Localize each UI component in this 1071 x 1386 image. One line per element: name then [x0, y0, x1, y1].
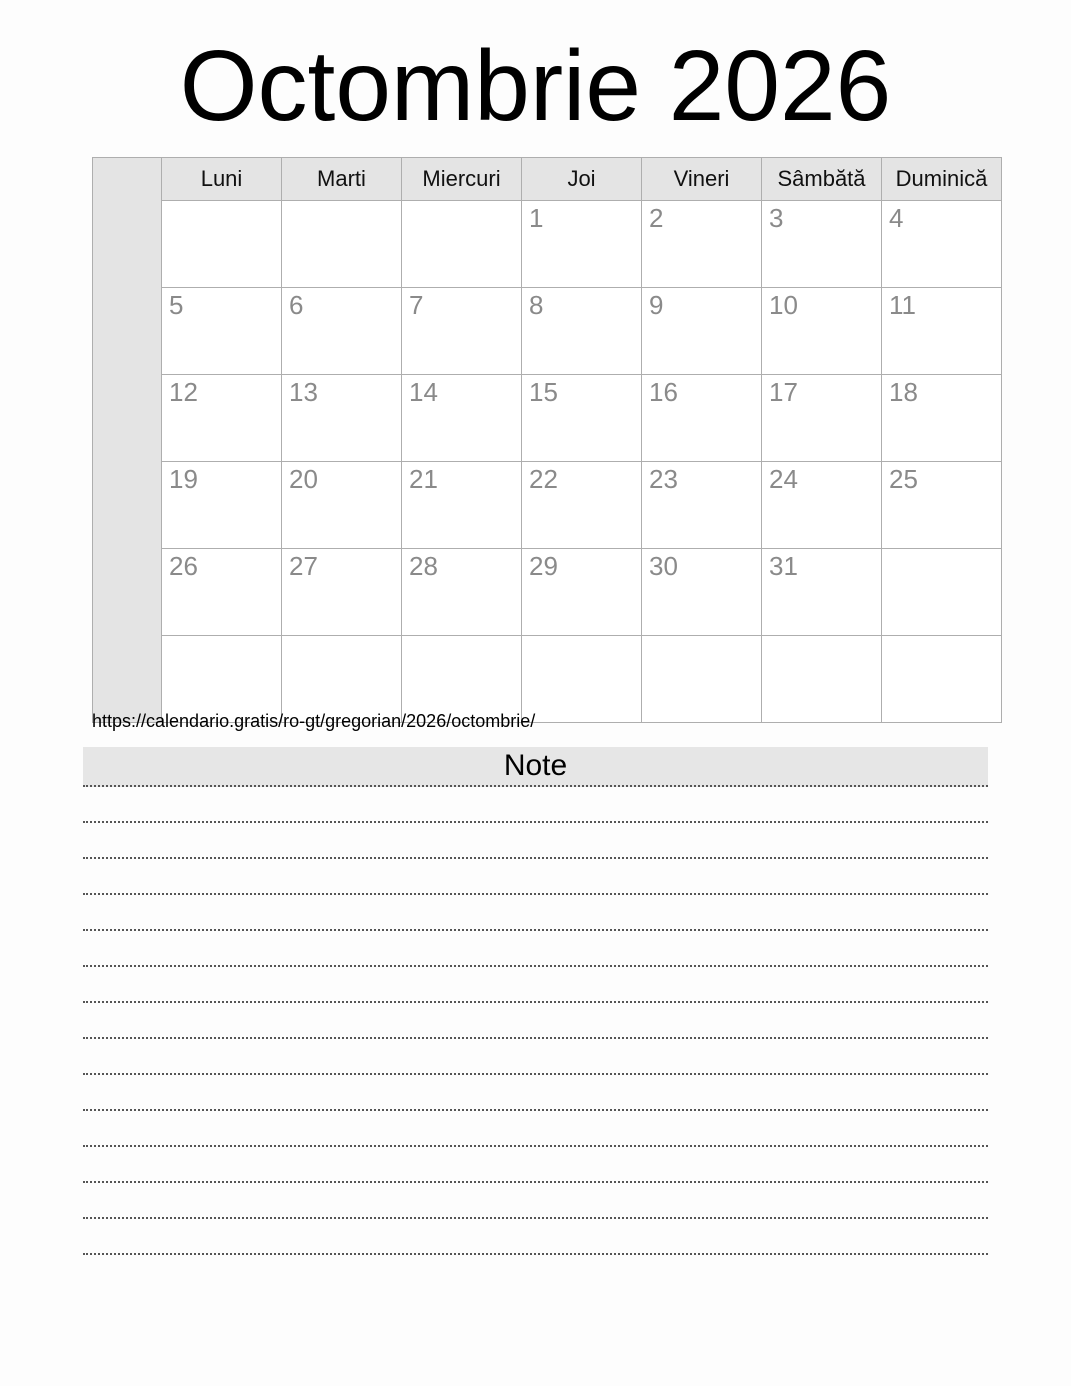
- day-number: 29: [529, 551, 558, 581]
- notes-lines: [83, 787, 988, 1255]
- day-number: 26: [169, 551, 198, 581]
- note-line: [83, 1039, 988, 1075]
- day-cell: [402, 375, 522, 462]
- day-number: 27: [289, 551, 318, 581]
- day-number: 22: [529, 464, 558, 494]
- source-url[interactable]: https://calendario.gratis/ro-gt/gregorian/2026/octombrie/: [92, 711, 536, 731]
- day-cell: [162, 288, 282, 375]
- note-line: [83, 967, 988, 1003]
- day-number: 3: [769, 203, 784, 233]
- day-cell: [882, 201, 1002, 288]
- note-line: [83, 1075, 988, 1111]
- day-number: 28: [409, 551, 438, 581]
- empty-day-cell: [882, 549, 1002, 636]
- day-cell: [882, 375, 1002, 462]
- week-number-column: [93, 158, 162, 723]
- day-cell: [642, 549, 762, 636]
- day-number: 18: [889, 377, 918, 407]
- day-cell: [642, 201, 762, 288]
- weekday-header: Miercuri: [402, 158, 522, 201]
- weekday-header: Sâmbătă: [762, 158, 882, 201]
- note-line: [83, 1147, 988, 1183]
- day-cell: [762, 201, 882, 288]
- calendar-table: [92, 157, 1002, 723]
- calendar-header-row: [93, 158, 1002, 201]
- empty-day-cell: [762, 636, 882, 723]
- day-number: 11: [889, 290, 916, 320]
- calendar-body: [93, 158, 1002, 723]
- note-line: [83, 1183, 988, 1219]
- day-cell: [402, 549, 522, 636]
- note-line: [83, 931, 988, 967]
- weekday-header: Joi: [522, 158, 642, 201]
- day-cell: [282, 462, 402, 549]
- empty-day-cell: [882, 636, 1002, 723]
- notes-title: Note: [503, 749, 568, 782]
- day-cell: [522, 375, 642, 462]
- day-cell: [162, 375, 282, 462]
- day-number: 15: [529, 377, 558, 407]
- day-number: 17: [769, 377, 798, 407]
- day-cell: [642, 288, 762, 375]
- day-cell: [162, 549, 282, 636]
- note-line: [83, 1003, 988, 1039]
- day-number: 30: [649, 551, 678, 581]
- note-line: [83, 787, 988, 823]
- day-cell: [882, 462, 1002, 549]
- day-number: 6: [289, 290, 304, 320]
- weekday-header: Duminică: [882, 158, 1002, 201]
- day-number: 13: [289, 377, 318, 407]
- calendar-week-row: [93, 549, 1002, 636]
- calendar-week-row: [93, 462, 1002, 549]
- day-cell: [522, 288, 642, 375]
- day-cell: [642, 462, 762, 549]
- day-cell: [402, 288, 522, 375]
- note-line: [83, 1111, 988, 1147]
- day-cell: [522, 201, 642, 288]
- empty-day-cell: [162, 636, 282, 723]
- notes-header: [83, 747, 988, 787]
- calendar-week-row: [93, 636, 1002, 723]
- day-number: 7: [409, 290, 424, 320]
- day-number: 16: [649, 377, 678, 407]
- day-cell: [762, 462, 882, 549]
- day-cell: [642, 375, 762, 462]
- day-cell: [882, 288, 1002, 375]
- empty-day-cell: [282, 201, 402, 288]
- page-title: Octombrie 2026: [179, 30, 892, 142]
- day-number: 5: [169, 290, 184, 320]
- day-cell: [162, 462, 282, 549]
- day-number: 4: [889, 203, 904, 233]
- note-line: [83, 859, 988, 895]
- weekday-header: Luni: [162, 158, 282, 201]
- day-number: 14: [409, 377, 438, 407]
- note-line: [83, 823, 988, 859]
- day-number: 23: [649, 464, 678, 494]
- empty-day-cell: [282, 636, 402, 723]
- weekday-header: Vineri: [642, 158, 762, 201]
- day-number: 21: [409, 464, 438, 494]
- day-number: 25: [889, 464, 918, 494]
- empty-day-cell: [402, 201, 522, 288]
- day-cell: [762, 288, 882, 375]
- weekday-header: Marti: [282, 158, 402, 201]
- day-number: 10: [769, 290, 798, 320]
- day-cell: [282, 375, 402, 462]
- empty-day-cell: [162, 201, 282, 288]
- day-number: 31: [769, 551, 798, 581]
- day-cell: [762, 549, 882, 636]
- day-number: 24: [769, 464, 798, 494]
- note-line: [83, 1219, 988, 1255]
- day-number: 19: [169, 464, 198, 494]
- day-cell: [282, 549, 402, 636]
- day-number: 9: [649, 290, 664, 320]
- empty-day-cell: [522, 636, 642, 723]
- empty-day-cell: [402, 636, 522, 723]
- day-number: 1: [529, 203, 544, 233]
- day-number: 12: [169, 377, 198, 407]
- day-cell: [282, 288, 402, 375]
- calendar-week-row: [93, 375, 1002, 462]
- day-number: 2: [649, 203, 664, 233]
- day-number: 8: [529, 290, 544, 320]
- calendar-week-row: [93, 288, 1002, 375]
- day-number: 20: [289, 464, 318, 494]
- calendar-week-row: [93, 201, 1002, 288]
- empty-day-cell: [642, 636, 762, 723]
- note-line: [83, 895, 988, 931]
- day-cell: [522, 549, 642, 636]
- day-cell: [522, 462, 642, 549]
- day-cell: [402, 462, 522, 549]
- day-cell: [762, 375, 882, 462]
